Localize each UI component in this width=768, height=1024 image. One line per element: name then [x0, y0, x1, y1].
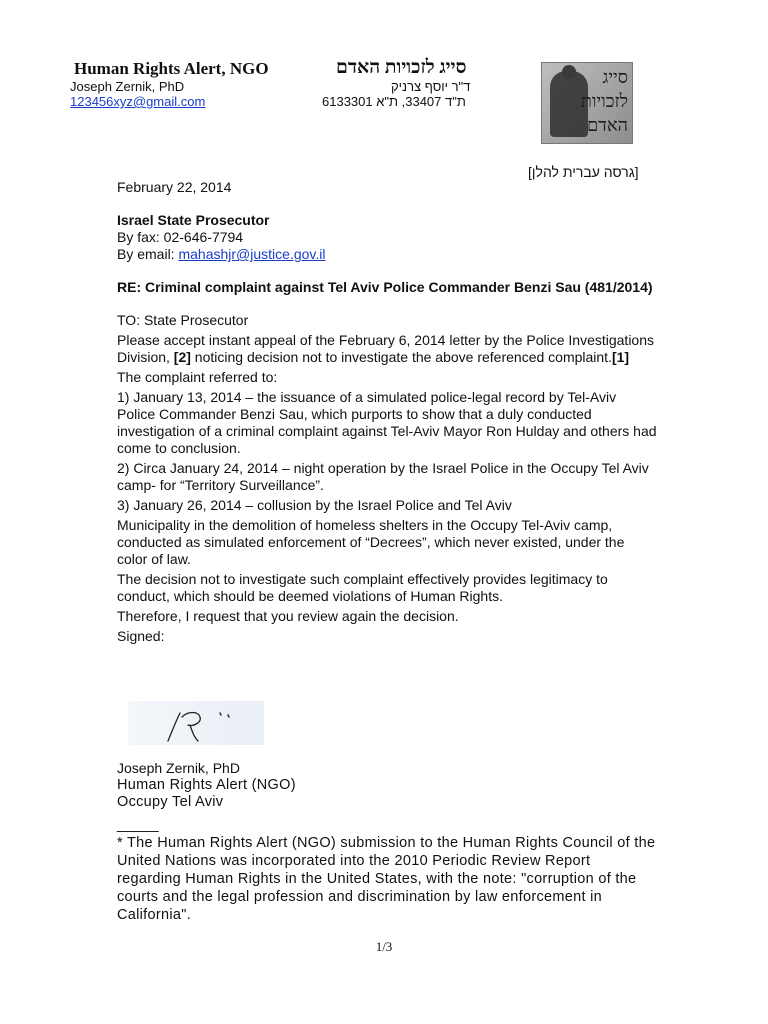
re-line: RE: Criminal complaint against Tel Aviv Police Commander Benzi Sau (481/2014) [117, 279, 653, 295]
signature-block [117, 760, 657, 811]
letter-body [117, 179, 657, 645]
signer-name: Joseph Zernik, PhD [117, 760, 240, 776]
signature-icon [128, 701, 264, 745]
logo-text: סייג לזכויות האדם [580, 67, 628, 135]
complaint-item-3a: 3) January 26, 2014 – collusion by the Israel Police and Tel Aviv [117, 497, 512, 513]
email-line: By email: mahashjr@justice.gov.il [117, 246, 326, 262]
fax-line: By fax: 02-646-7794 [117, 229, 244, 245]
request-line: Therefore, I request that you review again the decision. [117, 608, 459, 624]
org-name-english: Human Rights Alert, NGO [74, 59, 269, 78]
recipient: Israel State Prosecutor [117, 212, 270, 228]
header-email-link[interactable]: 123456xyz@gmail.com [70, 94, 206, 109]
recipient-email-link[interactable]: mahashjr@justice.gov.il [178, 246, 326, 262]
footnote-rule: _____ [117, 817, 159, 833]
organization-logo [541, 62, 633, 144]
complaint-item-2: 2) Circa January 24, 2014 – night operation by the Israel Police in the Occupy Tel Aviv camp- for “Territory Surveillance”. [117, 460, 649, 493]
signer-group: Occupy Tel Aviv [117, 794, 224, 810]
to-line: TO: State Prosecutor [117, 312, 249, 328]
signed-label: Signed: [117, 628, 165, 644]
complaint-intro: The complaint referred to: [117, 369, 278, 385]
appeal-paragraph: Please accept instant appeal of the February 6, 2014 letter by the Police Investigations Division, [2] noticing decision not to investigate the above referenced complaint.[1] [117, 332, 654, 365]
footnote-text: * The Human Rights Alert (NGO) submission to the Human Rights Council of the United Nations was incorporated into the 2010 Periodic Review Report regarding Human Rights in the United States, with the note: "corruption of the courts and the legal profession and discrimination by law enforcement in California". [117, 835, 656, 923]
decision-paragraph: The decision not to investigate such complaint effectively provides legitimacy to conduct, which should be deemed violations of Human Rights. [117, 571, 608, 604]
hebrew-version-note: [גרסה עברית להלן] [528, 164, 639, 180]
page-number: 1/3 [375, 939, 393, 954]
footnote-ref-2[interactable]: [2] [173, 349, 191, 365]
footnote-ref-1[interactable]: [1] [611, 349, 630, 365]
signer-org: Human Rights Alert (NGO) [117, 777, 296, 793]
complaint-item-1: 1) January 13, 2014 – the issuance of a simulated police-legal record by Tel-Aviv Police Commander Benzi Sau, which purports to show that a duly conducted investigation of a criminal complaint against Tel-Aviv Mayor Ron Hulday and others had come to conclusion. [117, 389, 657, 456]
address-hebrew: ת"ד 33407, ת"א 6133301 [322, 94, 466, 109]
person-name-english: Joseph Zernik, PhD [70, 79, 185, 94]
footnote [117, 816, 657, 924]
org-name-hebrew: סייג לזכויות האדם [336, 57, 467, 78]
signature-image [128, 701, 264, 745]
letter-date: February 22, 2014 [117, 179, 232, 195]
complaint-item-3b: Municipality in the demolition of homeless shelters in the Occupy Tel-Aviv camp, conducted as simulated enforcement of “Decrees”, which never existed, under the color of law. [117, 517, 625, 567]
person-name-hebrew: ד"ר יוסף צרניק [391, 79, 471, 94]
